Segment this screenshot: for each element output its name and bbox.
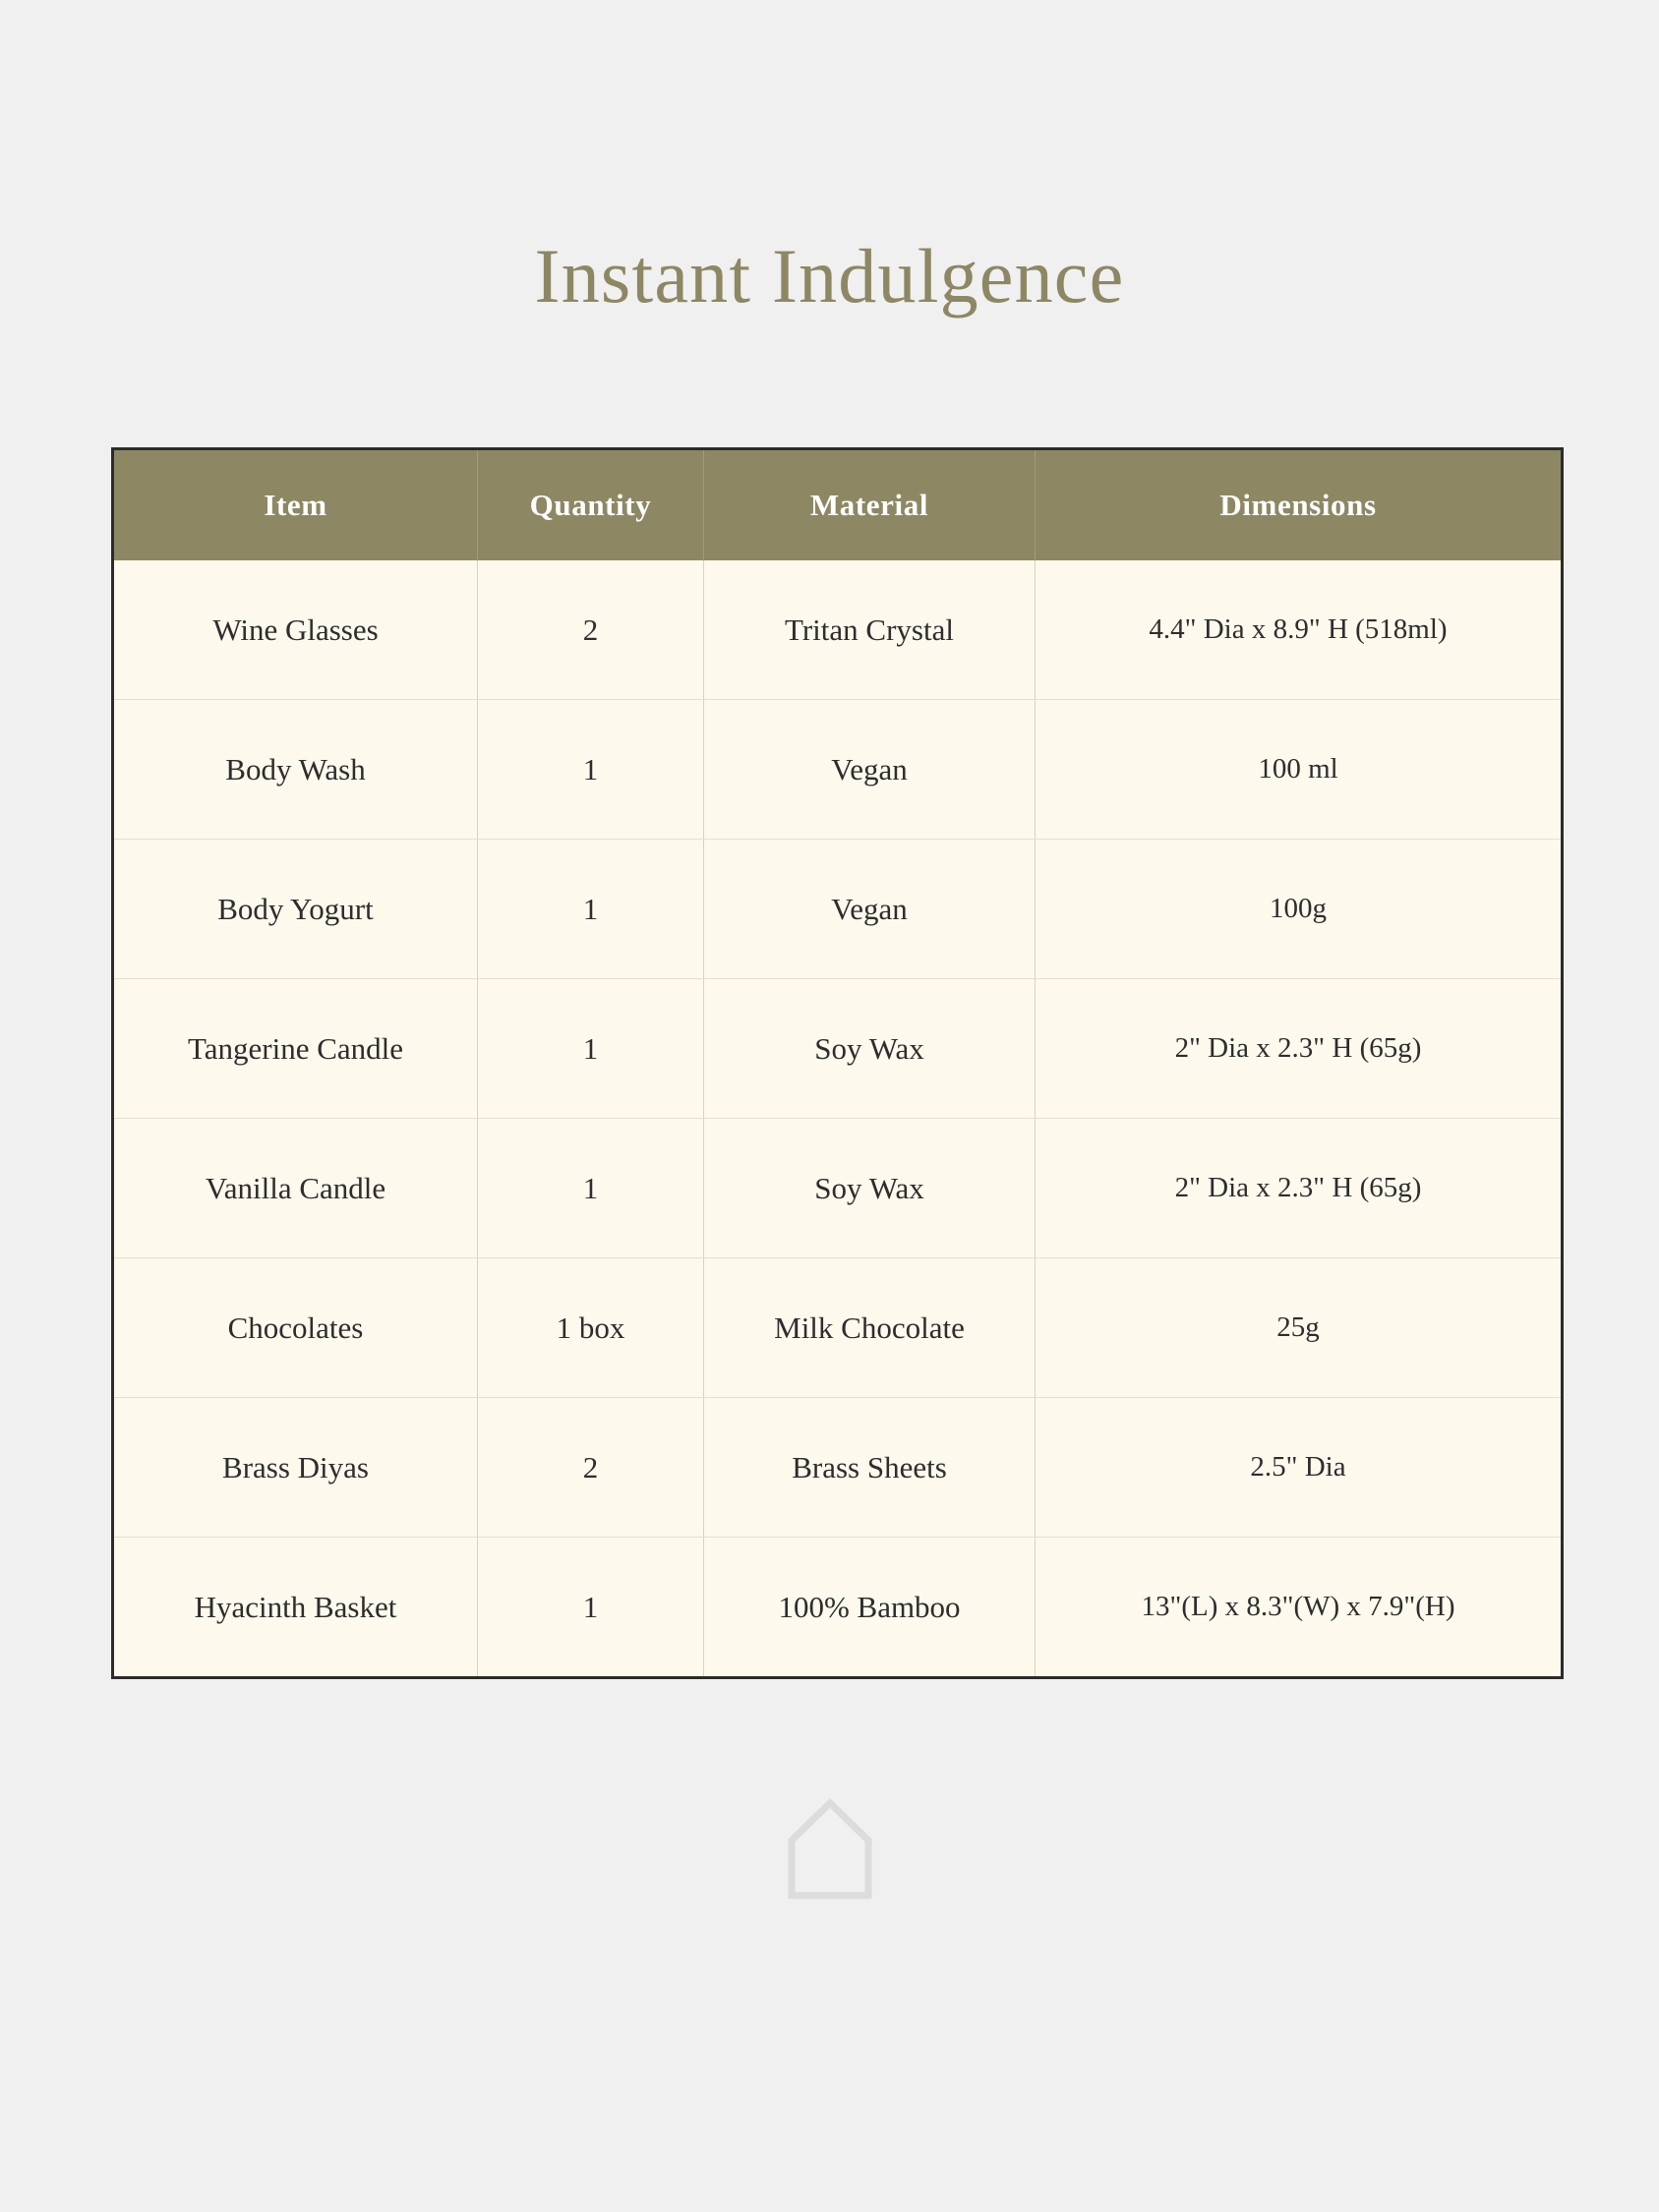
page-title: Instant Indulgence: [534, 233, 1125, 319]
column-header-quantity: Quantity: [478, 449, 704, 561]
cell-material: Soy Wax: [704, 979, 1036, 1119]
cell-item: Tangerine Candle: [113, 979, 478, 1119]
table-row: [113, 560, 1563, 700]
cell-item: Brass Diyas: [113, 1398, 478, 1538]
specification-table: [111, 447, 1564, 1679]
cell-material: 100% Bamboo: [704, 1538, 1036, 1678]
cell-dimensions: 2" Dia x 2.3" H (65g): [1036, 1119, 1563, 1258]
cell-material: Tritan Crystal: [704, 560, 1036, 700]
cell-dimensions: 25g: [1036, 1258, 1563, 1398]
table-row: [113, 700, 1563, 840]
cell-quantity: 1: [478, 1119, 704, 1258]
column-header-material: Material: [704, 449, 1036, 561]
table-row: [113, 1119, 1563, 1258]
cell-material: Vegan: [704, 840, 1036, 979]
footer-logo: [0, 1795, 1659, 1903]
table-row: [113, 1258, 1563, 1398]
cell-dimensions: 4.4" Dia x 8.9" H (518ml): [1036, 560, 1563, 700]
cell-material: Vegan: [704, 700, 1036, 840]
cell-material: Brass Sheets: [704, 1398, 1036, 1538]
table-row: [113, 1538, 1563, 1678]
cell-item: Chocolates: [113, 1258, 478, 1398]
cell-material: Soy Wax: [704, 1119, 1036, 1258]
table-row: [113, 1398, 1563, 1538]
cell-item: Wine Glasses: [113, 560, 478, 700]
cell-dimensions: 100 ml: [1036, 700, 1563, 840]
cell-quantity: 1 box: [478, 1258, 704, 1398]
table-header: [113, 449, 1563, 561]
cell-quantity: 2: [478, 1398, 704, 1538]
column-header-item: Item: [113, 449, 478, 561]
house-outline-icon: [786, 1795, 874, 1903]
cell-dimensions: 2" Dia x 2.3" H (65g): [1036, 979, 1563, 1119]
cell-item: Vanilla Candle: [113, 1119, 478, 1258]
cell-dimensions: 13"(L) x 8.3"(W) x 7.9"(H): [1036, 1538, 1563, 1678]
cell-dimensions: 2.5" Dia: [1036, 1398, 1563, 1538]
cell-item: Body Wash: [113, 700, 478, 840]
cell-quantity: 1: [478, 1538, 704, 1678]
column-header-dimensions: Dimensions: [1036, 449, 1563, 561]
cell-dimensions: 100g: [1036, 840, 1563, 979]
cell-quantity: 2: [478, 560, 704, 700]
cell-quantity: 1: [478, 979, 704, 1119]
table-row: [113, 840, 1563, 979]
cell-material: Milk Chocolate: [704, 1258, 1036, 1398]
cell-quantity: 1: [478, 700, 704, 840]
cell-item: Hyacinth Basket: [113, 1538, 478, 1678]
table-header-row: [113, 449, 1563, 561]
table-row: [113, 979, 1563, 1119]
specification-table-container: [111, 447, 1547, 1679]
cell-item: Body Yogurt: [113, 840, 478, 979]
table-body: [113, 560, 1563, 1678]
cell-quantity: 1: [478, 840, 704, 979]
